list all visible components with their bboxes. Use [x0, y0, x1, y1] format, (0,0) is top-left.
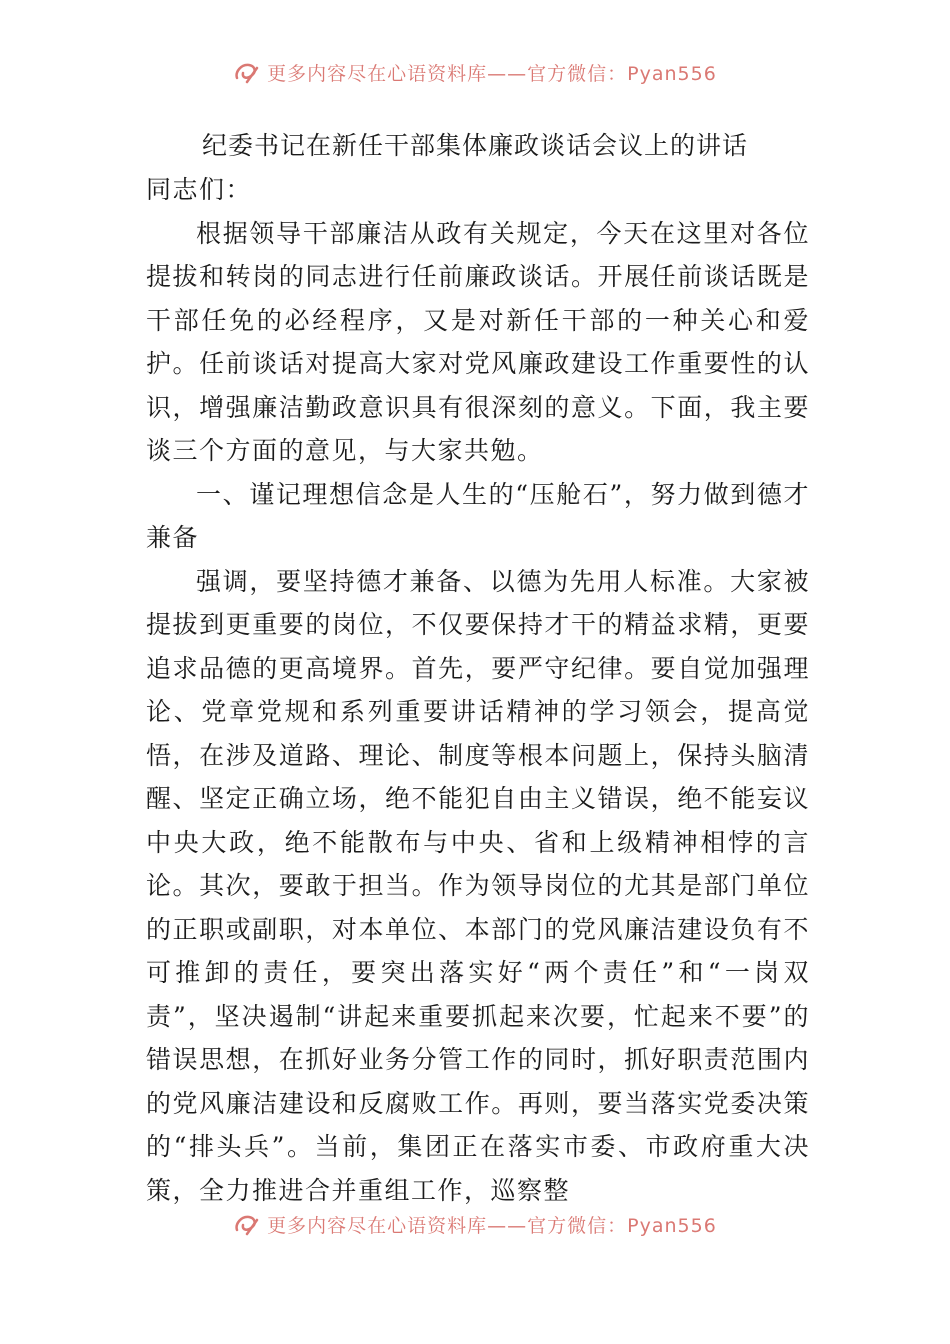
header-watermark: [0, 56, 950, 88]
pen-logo-icon: [233, 1212, 261, 1236]
salutation: 同志们：: [146, 175, 253, 204]
watermark-text: 更多内容尽在心语资料库——官方微信：Pyan556: [267, 1214, 717, 1237]
footer-watermark: [0, 1208, 950, 1240]
document-title: 纪委书记在新任干部集体廉政谈话会议上的讲话: [201, 131, 748, 160]
section-heading: 一、谨记理想信念是人生的“压舱石”，努力做到德才兼备: [146, 479, 810, 552]
document-body: [146, 168, 810, 1212]
pen-logo-icon: [233, 60, 261, 84]
paragraph: 强调，要坚持德才兼备、以德为先用人标准。大家被提拔到更重要的岗位，不仅要保持才干的精益求精，更要追求品德的更高境界。首先，要严守纪律。要自觉加强理论、党章党规和系列重要讲话精神的学习领会，提高觉悟，在涉及道路、理论、制度等根本问题上，保持头脑清醒、坚定正确立场，绝不能犯自由主义错误，绝不能妄议中央大政，绝不能散布与中央、省和上级精神相悖的言论。其次，要敢于担当。作为领导岗位的尤其是部门单位的正职或副职，对本单位、本部门的党风廉洁建设负有不可推卸的责任，要突出落实好“两个责任”和“一岗双责”，坚决遏制“讲起来重要抓起来次要，忙起来不要”的错误思想，在抓好业务分管工作的同时，抓好职责范围内的党风廉洁建设和反腐败工作。再则，要当落实党委决策的“排头兵”。当前，集团正在落实市委、市政府重大决策，全力推进合并重组工作，巡察整: [146, 566, 810, 1205]
watermark-text: 更多内容尽在心语资料库——官方微信：Pyan556: [267, 62, 717, 85]
paragraph: 根据领导干部廉洁从政有关规定，今天在这里对各位提拔和转岗的同志进行任前廉政谈话。开展任前谈话既是干部任免的必经程序，又是对新任干部的一种关心和爱护。任前谈话对提高大家对党风廉政建设工作重要性的认识，增强廉洁勤政意识具有很深刻的意义。下面，我主要谈三个方面的意见，与大家共勉。: [146, 218, 810, 465]
